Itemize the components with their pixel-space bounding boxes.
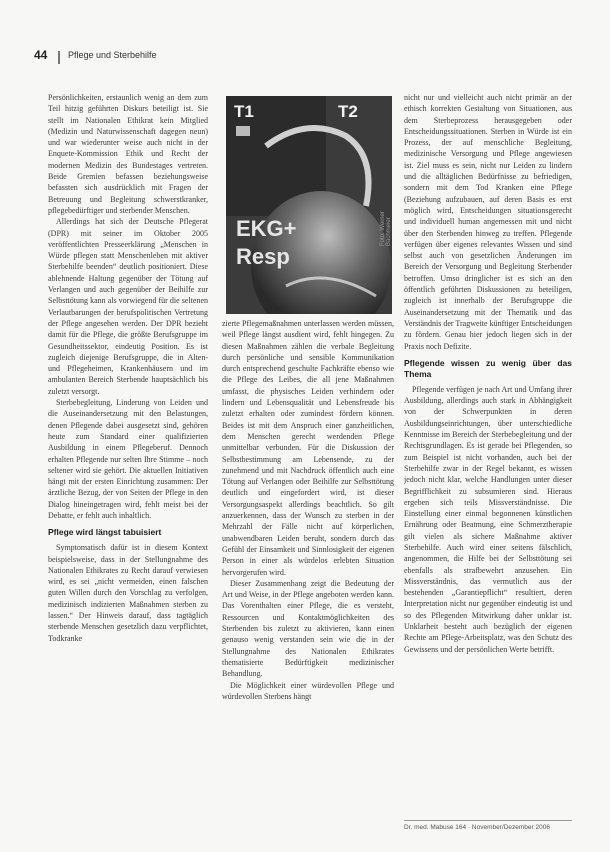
text-column-right	[404, 92, 572, 804]
page-number: 44	[34, 48, 48, 62]
body-paragraph: Allerdings hat sich der Deutsche Pflegerat (DPR) mit seiner im Oktober 2005 veröffentlichten Presseerklärung „Menschen in Würde pflegen statt Menschenleben mit aktiver Sterbehilfe beenden“ deutlich positioniert. Diese ablehnende Haltung gegenüber der Tötung auf Verlangen und auch gegenüber der Beihilfe zur Selbsttötung kann als vorwiegend für die seltenen Verlautbarungen der berufspolitischen Vertretung der Pflege angesehen werden. Der DPR bezieht damit für die Pflege, die größte Berufsgruppe im Gesundheitssektor, eindeutig Position. Es ist zugleich diejenige Berufsgruppe, die in Alten- und Pflegeheimen, Krankenhäusern und im ambulanten Bereich Sterbende hauptsächlich bis zuletzt versorgt.	[48, 217, 208, 396]
monitor-indicator	[236, 126, 250, 136]
text-column-middle	[222, 318, 394, 833]
label-t1: T1	[234, 102, 254, 121]
body-paragraph: Die Möglichkeit einer würdevollen Pflege und würdevollen Sterbens hängt	[222, 680, 394, 701]
page-header	[34, 48, 574, 66]
photo-credit: Foto: Werner Bachmeier	[380, 211, 392, 246]
text-column-left	[48, 92, 208, 832]
header-divider	[58, 51, 60, 64]
body-paragraph: Persönlichkeiten, erstaunlich wenig an dem zum Teil hitzig geführten Diskurs beteiligt ist. Sie stellt im Nationalen Ethikrat kein Mitglied (Medizin und Naturwissenschaft dagegen neun) und war wiederunter weise auch nicht in der Enquete-Kommission Ethik und Recht der modernen Medizin des Bundestages vertreten. Beide Gremien befassen beziehungsweise befassten sich ausdrücklich mit Fragen der Betreuung und Begleitung schwerstkranker, pflegebedürftiger und sterbender Menschen.	[48, 93, 208, 215]
section-title: Pflege und Sterbehilfe	[68, 50, 157, 60]
label-ekg: EKG+	[236, 216, 297, 241]
label-resp: Resp	[236, 244, 290, 269]
monitor-illustration	[226, 96, 392, 314]
page-footer: Dr. med. Mabuse 164 · November/Dezember 2006	[404, 820, 572, 831]
body-paragraph: Dieser Zusammenhang zeigt die Bedeutung der Art und Weise, in der Pflege angeboten werden kann. Das Vorenthalten einer Pflege, die es versteht, Ressourcen und Kontaktmöglichkeiten des Sterbenden bis zuletzt zu aktivieren, kann einen genauso wenig verstanden sein wie die in der Stellungnahme des Nationalen Ethikrates thematisierte Bedürftigkeit medizinischer Behandlung.	[222, 578, 394, 679]
body-paragraph: Pflegende verfügen je nach Art und Umfang ihrer Ausbildung, allerdings auch stark in Abhängigkeit von der Schwerpunkten in deren Ausbildungseinrichtungen, über unterschiedliche Kenntnisse im Bereich der Sterbebegleitung und der Rechtsgrundlagen. Es ist gerade bei Pflegenden, so zum Beispiel ist nicht vorhanden, auch bei der Sterbehilfe zwar in der Regel bekannt, es wissen jedoch nicht klar, welche Handlungen unter dieser Begrifflichkeit zu subsumieren sind. Hieraus ergeben sich teils Missverständnisse. Die Einstellung einer einmal begonnenen künstlichen Ernährung oder Beatmung, eine Schmerztherapie gilt vielen als sichere Maßnahme aktiver Sterbehilfe. Auch wird einer seitens fälschlich, angenommen, die Hilfe bei der Selbsttötung sei ebenfalls als strafbewehrt anzusehen. Ein Missverständnis, das vermutlich aus der bestehenden „Garantiepflicht“ resultiert, deren Interpretation nicht nur gegenüber eindeutig ist und so des Pflegenden Mitwirkung daher unklar ist. Unklarheit besteht auch bezüglich der eigenen Rechte am Pflege-Arbeitsplatz, was den Schutz des Gewissens und der persönlichen Werte betrifft.	[404, 384, 572, 654]
subheading: Pflegende wissen zu wenig über das Thema	[404, 357, 572, 379]
label-t2: T2	[338, 102, 358, 121]
body-paragraph: nicht nur und vielleicht auch nicht primär an der ethisch korrekten Gestaltung von Situationen, aus dem Sterbeprozess herausgegeben oder Entscheidungssituationen. Sterben in Würde ist ein Prozess, der auf menschliche Begleitung, medizinische Versorgung und Pflege angewiesen ist. Ziel muss es sein, nicht nur Leiden zu lindern und die alltäglichen Bedürfnisse zu befriedigen, sondern mit dem Tod Kranken eine Pflege (Beziehung aufzubauen, auf deren Basis es erst möglich wird, Entscheidungen situationsgerecht und individuell human angemessen mit und nicht über den Sterbenden hinweg zu treffen. Pflegende verfügen über eigenes relevantes Wissen und sind selbst auch von gesetzlichen Änderungen im Bereich der Versorgung und Begleitung Sterbender betroffen. Umso dringlicher ist es sich an den öffentlich geführten Diskussionen zu beteiligen, zugleich ist innerhalb der Berufsgruppe die Auseinandersetzung mit der Thematik und das Verständnis der Tragweite künftiger Entscheidungen zu fördern. Genau hier jedoch liegen sich in der Praxis noch Defizite.	[404, 93, 572, 351]
subheading: Pflege wird längst tabuisiert	[48, 527, 162, 538]
body-paragraph: Sterbebegleitung, Linderung von Leiden und die Auseinandersetzung mit den Belastungen, denen Pflegende dabei ausgesetzt sind, gehören heute zum Standard einer qualifizierten Ausbildung in einem Pflegeberuf. Dennoch erhalten Pflegende nur selten Ihre Stimme – noch seltener wird sie gehört. Die aktuellen Initiativen hängt mit der ersten Einrichtung zusammen: Der ärztliche Bezug, der von Seiten der Pflege in den Dialog hineingetragen wird, fehlt meist bei der Debatte, er fehlt auch inhaltlich.	[48, 398, 208, 520]
body-paragraph: zierte Pflegemaßnahmen unterlassen werden müssen, weil Pflege längst ausdient wird, fehlt hingegen. Zu diesen Maßnahmen zählen die verbale Begleitung durch persönliche und sensible Kommunikation durch entsprechend geschulte Fachkräfte ebenso wie die Pflege des Leibes, die all jene Maßnahmen umfasst, die physisches Leiden verhindern oder lindern und Lebensqualität und Lebensfreude bis zuletzt erhalten oder zumindest fördern können. Beides ist mit dem Anspruch einer ganzheitlichen, dem Menschen gerecht werdenden Pflege unmittelbar verbunden. Für die Diskussion der Selbstbestimmung am Lebensende, zu der zunehmend und mit Nachdruck öffentlich auch eine Tötung auf Verlangen oder Beihilfe zur Selbsttötung deutlich und eingefordert wird, ist dieser Versorgungsaspekt allerdings beachtlich. So gilt anzuerkennen, dass der Wunsch zu sterben in der Mehrzahl der Fälle nicht auf körperlichen, unabwendbaren Leiden beruht, sondern durch das Gefühl der Einsamkeit und Sinnlosigkeit der eigenen Person in einer als würdelos erlebten Situation hervorgerufen wird.	[222, 319, 394, 577]
body-paragraph: Symptomatisch dafür ist in diesem Kontext beispielsweise, dass in der Stellungnahme des Nationalen Ethikrates zu Recht darauf verwiesen wird, es sei „nicht vermeiden, einen falschen guten Willen durch den Vorschlag zu verfolgen, medizinisch indizierten Maßnahmen sterben zu lassen.“ Der Hinweis darauf, dass tagtäglich sterbende Menschen gesetzlich dazu verpflichtet, Todkranke	[48, 543, 208, 643]
ecg-monitor-photo	[226, 96, 392, 314]
